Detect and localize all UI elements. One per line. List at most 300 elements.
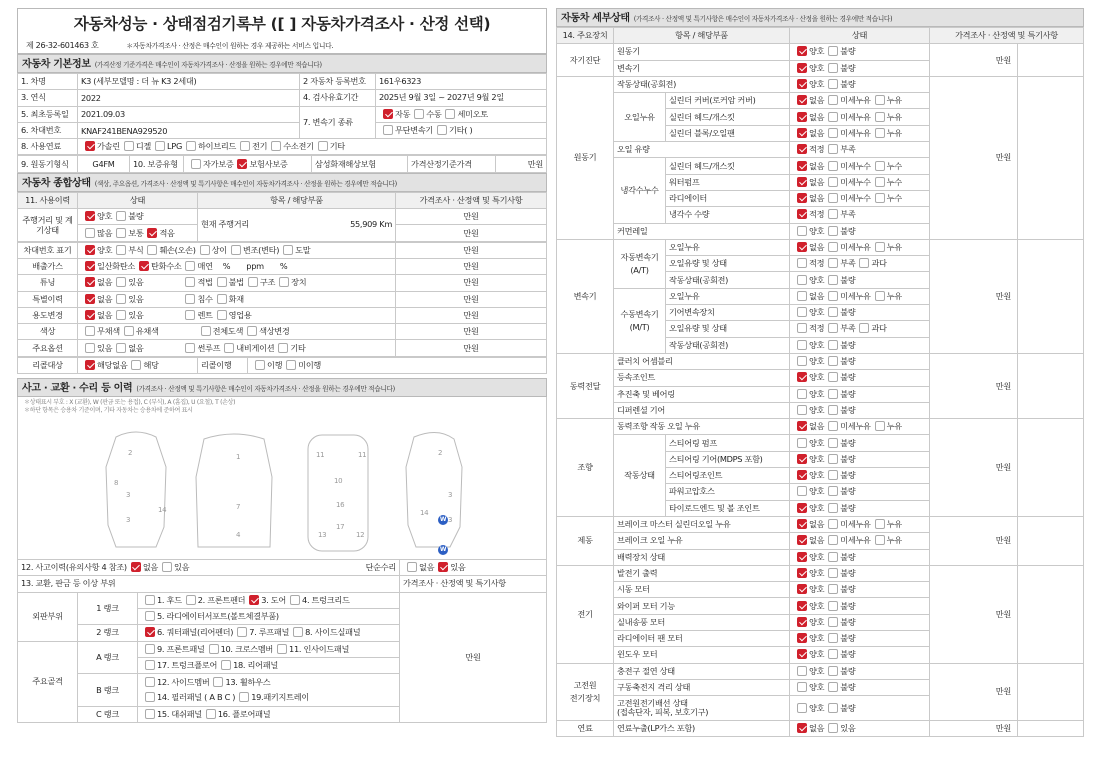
accident-header xyxy=(17,378,547,397)
option-label: 장치 xyxy=(291,277,307,288)
part-radiator-support: 5. 라디에이터서포트(볼트체결부품) xyxy=(157,611,279,622)
part-label: 스티어링 펌프 xyxy=(666,435,790,451)
checkbox[interactable] xyxy=(248,277,258,287)
checkbox[interactable] xyxy=(797,438,807,448)
checkbox[interactable] xyxy=(209,644,219,654)
checkbox[interactable] xyxy=(116,245,126,255)
checkbox[interactable] xyxy=(875,95,885,105)
checkbox[interactable] xyxy=(206,709,216,719)
checkbox[interactable] xyxy=(201,326,211,336)
option-label: 양호 xyxy=(809,567,825,578)
sub-group-label: 수동변속기 (M/T) xyxy=(614,288,666,353)
option-label: 미세누유 xyxy=(840,111,871,122)
checkbox[interactable] xyxy=(828,209,838,219)
option-label: 적정 xyxy=(809,144,825,155)
checkbox[interactable] xyxy=(116,228,126,238)
checkbox-checked[interactable] xyxy=(797,95,807,105)
detail-row xyxy=(557,353,1084,369)
checkbox[interactable] xyxy=(828,372,838,382)
checkbox-checked[interactable] xyxy=(797,63,807,73)
general-row xyxy=(18,340,547,356)
trans-cvt: 무단변속기 xyxy=(395,125,434,136)
checkbox-checked[interactable] xyxy=(797,723,807,733)
checkbox[interactable] xyxy=(875,128,885,138)
checkbox[interactable] xyxy=(828,703,838,713)
fuel-label: 8. 사용연료 xyxy=(18,139,78,155)
sub-group-label: 오일누유 xyxy=(614,93,666,142)
checkbox[interactable] xyxy=(828,454,838,464)
checkbox[interactable] xyxy=(828,177,838,187)
detail-note-cell xyxy=(1018,419,1084,517)
frame-label: 주요골격 xyxy=(18,641,78,723)
checkbox[interactable] xyxy=(145,677,155,687)
checkbox-checked[interactable] xyxy=(797,177,807,187)
checkbox-checked[interactable] xyxy=(249,595,259,605)
checkbox[interactable] xyxy=(828,389,838,399)
checkbox[interactable] xyxy=(828,666,838,676)
detail-price: 만원 xyxy=(930,353,1018,418)
checkbox[interactable] xyxy=(186,141,196,151)
checkbox[interactable] xyxy=(828,682,838,692)
checkbox-checked[interactable] xyxy=(147,228,157,238)
option-label: 불량 xyxy=(840,633,856,644)
checkbox[interactable] xyxy=(875,519,885,529)
checkbox[interactable] xyxy=(828,79,838,89)
mileage-amount xyxy=(78,225,198,241)
general-header xyxy=(17,173,547,192)
recall-not-done: 미이행 xyxy=(298,359,322,370)
checkbox[interactable] xyxy=(828,95,838,105)
detail-price: 만원 xyxy=(930,419,1018,517)
checkbox[interactable] xyxy=(283,245,293,255)
current-mileage-value: 55,909 Km xyxy=(350,219,392,230)
checkbox[interactable] xyxy=(859,258,869,268)
checkbox[interactable] xyxy=(237,627,247,637)
checkbox-checked[interactable] xyxy=(797,112,807,122)
option-label: 양호 xyxy=(809,79,825,90)
part-label: 파워고압호스 xyxy=(666,484,790,500)
rank-a: A 랭크 xyxy=(78,641,138,674)
opt-few: 적음 xyxy=(159,227,175,238)
option-label: 상이 xyxy=(211,244,227,255)
checkbox[interactable] xyxy=(875,193,885,203)
checkbox[interactable] xyxy=(85,326,95,336)
part-wheel-house: 13. 휠하우스 xyxy=(225,677,271,688)
checkbox[interactable] xyxy=(407,562,417,572)
price-cell: 만원 xyxy=(396,209,547,225)
checkbox[interactable] xyxy=(828,46,838,56)
valid-period: 2025년 9월 3일 ~ 2027년 9월 2일 xyxy=(376,90,547,106)
checkbox[interactable] xyxy=(293,627,303,637)
opt-bad: 불량 xyxy=(128,211,144,222)
part-label: 작동상태(공회전) xyxy=(666,272,790,288)
emission-units: % ppm % xyxy=(222,261,288,272)
checkbox-checked[interactable] xyxy=(797,552,807,562)
checkbox[interactable] xyxy=(239,692,249,702)
option-label: 양호 xyxy=(809,372,825,383)
checkbox[interactable] xyxy=(828,503,838,513)
option-label: 무채색 xyxy=(97,326,120,337)
checkbox[interactable] xyxy=(828,242,838,252)
checkbox[interactable] xyxy=(828,438,838,448)
checkbox[interactable] xyxy=(797,323,807,333)
checkbox[interactable] xyxy=(875,421,885,431)
simple-none: 없음 xyxy=(419,562,435,573)
checkbox-checked[interactable] xyxy=(438,562,448,572)
checkbox[interactable] xyxy=(828,519,838,529)
option-label: 누수 xyxy=(886,193,902,204)
option-label: 양호 xyxy=(809,356,825,367)
part-roof: 7. 루프패널 xyxy=(249,627,290,638)
checkbox-checked[interactable] xyxy=(383,109,393,119)
part-label: 실린더 헤드/개스킷 xyxy=(666,158,790,174)
checkbox[interactable] xyxy=(116,294,126,304)
checkbox[interactable] xyxy=(828,356,838,366)
col-items: 항목 / 해당부품 xyxy=(198,192,396,208)
option-label: 양호 xyxy=(809,46,825,57)
checkbox[interactable] xyxy=(828,323,838,333)
option-label: 누수 xyxy=(886,160,902,171)
option-label: 없음 xyxy=(97,293,113,304)
checkbox[interactable] xyxy=(859,323,869,333)
detail-price: 만원 xyxy=(930,44,1018,77)
checkbox[interactable] xyxy=(797,486,807,496)
part-state xyxy=(790,630,930,646)
checkbox[interactable] xyxy=(224,343,234,353)
checkbox[interactable] xyxy=(217,277,227,287)
checkbox[interactable] xyxy=(797,389,807,399)
checkbox[interactable] xyxy=(797,275,807,285)
checkbox[interactable] xyxy=(875,177,885,187)
option-label: 양호 xyxy=(809,665,825,676)
device-label: 연료 xyxy=(557,721,614,737)
option-label: 과다 xyxy=(871,258,887,269)
checkbox[interactable] xyxy=(247,326,257,336)
option-label: 일산화탄소 xyxy=(97,261,136,272)
checkbox[interactable] xyxy=(797,291,807,301)
checkbox[interactable] xyxy=(240,141,250,151)
option-label: 불량 xyxy=(840,486,856,497)
checkbox[interactable] xyxy=(828,193,838,203)
checkbox-checked[interactable] xyxy=(797,470,807,480)
checkbox[interactable] xyxy=(828,307,838,317)
option-label: LPG xyxy=(167,141,182,152)
part-dash: 15. 대쉬패널 xyxy=(157,709,202,720)
checkbox-checked[interactable] xyxy=(85,261,95,271)
checkbox[interactable] xyxy=(191,159,201,169)
checkbox-checked[interactable] xyxy=(797,193,807,203)
checkbox[interactable] xyxy=(797,356,807,366)
checkbox-checked[interactable] xyxy=(797,454,807,464)
option-label: 부족 xyxy=(840,209,856,220)
checkbox-checked[interactable] xyxy=(797,372,807,382)
checkbox[interactable] xyxy=(828,161,838,171)
checkbox[interactable] xyxy=(875,112,885,122)
parts-price-label: 가격조사 · 산정액 및 특기사항 xyxy=(400,576,547,592)
fuel-options xyxy=(78,139,547,155)
checkbox[interactable] xyxy=(797,258,807,268)
svg-text:3: 3 xyxy=(448,491,453,500)
opt-many: 많음 xyxy=(97,227,113,238)
checkbox[interactable] xyxy=(828,128,838,138)
checkbox[interactable] xyxy=(124,141,134,151)
checkbox-checked[interactable] xyxy=(797,503,807,513)
option-label: 적법 xyxy=(197,277,213,288)
checkbox[interactable] xyxy=(797,703,807,713)
checkbox[interactable] xyxy=(200,245,210,255)
checkbox[interactable] xyxy=(828,112,838,122)
option-label: 불량 xyxy=(840,502,856,513)
checkbox-checked[interactable] xyxy=(131,562,141,572)
checkbox[interactable] xyxy=(828,486,838,496)
checkbox-checked[interactable] xyxy=(139,261,149,271)
svg-text:3: 3 xyxy=(448,516,453,525)
recall-done-opts xyxy=(248,357,547,373)
option-label: 화재 xyxy=(228,293,244,304)
checkbox[interactable] xyxy=(875,291,885,301)
checkbox[interactable] xyxy=(828,584,838,594)
checkbox[interactable] xyxy=(437,125,447,135)
option-label: 미세누유 xyxy=(840,242,871,252)
option-label: 누유 xyxy=(886,127,902,138)
reg-number: 161우6323 xyxy=(376,74,547,90)
checkbox[interactable] xyxy=(445,109,455,119)
current-mileage-label: 현재 주행거리 xyxy=(201,219,249,230)
checkbox[interactable] xyxy=(828,568,838,578)
checkbox[interactable] xyxy=(828,470,838,480)
checkbox[interactable] xyxy=(797,666,807,676)
checkbox[interactable] xyxy=(145,611,155,621)
checkbox[interactable] xyxy=(318,141,328,151)
general-table xyxy=(17,192,547,242)
part-package-tray: 19.패키지트레이 xyxy=(251,692,309,703)
checkbox[interactable] xyxy=(828,405,838,415)
checkbox[interactable] xyxy=(279,277,289,287)
checkbox[interactable] xyxy=(145,595,155,605)
checkbox[interactable] xyxy=(124,326,134,336)
option-label: 불량 xyxy=(840,388,856,399)
checkbox[interactable] xyxy=(162,562,172,572)
checkbox[interactable] xyxy=(828,552,838,562)
checkbox[interactable] xyxy=(875,535,885,545)
checkbox[interactable] xyxy=(185,261,195,271)
checkbox[interactable] xyxy=(85,228,95,238)
option-label: 색상변경 xyxy=(259,326,290,337)
checkbox-checked[interactable] xyxy=(85,360,95,370)
rank-b: B 랭크 xyxy=(78,674,138,707)
rank-1: 1 랭크 xyxy=(78,592,138,625)
checkbox[interactable] xyxy=(797,682,807,692)
checkbox[interactable] xyxy=(221,660,231,670)
part-label: 실린더 블록/오일팬 xyxy=(666,125,790,141)
checkbox[interactable] xyxy=(278,343,288,353)
checkbox[interactable] xyxy=(217,310,227,320)
checkbox[interactable] xyxy=(828,421,838,431)
checkbox[interactable] xyxy=(828,617,838,627)
checkbox-checked[interactable] xyxy=(797,161,807,171)
part-side-member: 12. 사이드멤버 xyxy=(157,677,210,688)
col-state: 상태 xyxy=(790,28,930,44)
checkbox-checked[interactable] xyxy=(85,294,95,304)
part-state xyxy=(790,288,930,304)
svg-text:16: 16 xyxy=(336,501,345,510)
checkbox[interactable] xyxy=(116,310,126,320)
checkbox[interactable] xyxy=(185,310,195,320)
part-label: 워터펌프 xyxy=(666,174,790,190)
option-label: 누유 xyxy=(886,421,902,432)
checkbox[interactable] xyxy=(797,340,807,350)
option-label: 불량 xyxy=(840,372,856,383)
option-label: 없음 xyxy=(809,421,825,432)
checkbox[interactable] xyxy=(828,340,838,350)
checkbox-checked[interactable] xyxy=(145,627,155,637)
general-row xyxy=(18,291,547,307)
option-label: 기타 xyxy=(329,141,345,152)
checkbox[interactable] xyxy=(255,360,265,370)
option-label: 미세누수 xyxy=(840,193,871,204)
checkbox-checked[interactable] xyxy=(797,144,807,154)
part-state xyxy=(790,679,930,695)
checkbox-checked[interactable] xyxy=(797,649,807,659)
checkbox-checked[interactable] xyxy=(797,128,807,138)
checkbox[interactable] xyxy=(145,692,155,702)
checkbox[interactable] xyxy=(828,633,838,643)
part-state xyxy=(790,721,930,737)
warranty-label: 10. 보증유형 xyxy=(130,156,184,172)
option-label: 과다 xyxy=(871,323,887,334)
checkbox[interactable] xyxy=(155,141,165,151)
checkbox-checked[interactable] xyxy=(797,519,807,529)
checkbox[interactable] xyxy=(797,405,807,415)
checkbox[interactable] xyxy=(290,595,300,605)
option-label: 없음 xyxy=(809,95,825,106)
checkbox[interactable] xyxy=(828,258,838,268)
checkbox[interactable] xyxy=(116,277,126,287)
part-state xyxy=(790,663,930,679)
checkbox[interactable] xyxy=(828,144,838,154)
detail-row xyxy=(557,76,1084,92)
checkbox-checked[interactable] xyxy=(85,310,95,320)
checkbox-checked[interactable] xyxy=(85,245,95,255)
checkbox-checked[interactable] xyxy=(237,159,247,169)
option-label: 양호 xyxy=(809,404,825,415)
rank-c: C 랭크 xyxy=(78,707,138,723)
checkbox[interactable] xyxy=(875,242,885,252)
checkbox[interactable] xyxy=(797,307,807,317)
checkbox[interactable] xyxy=(828,226,838,236)
checkbox[interactable] xyxy=(383,125,393,135)
price-cell: 만원 xyxy=(396,242,547,258)
checkbox[interactable] xyxy=(185,343,195,353)
option-label: 불량 xyxy=(840,665,856,676)
checkbox[interactable] xyxy=(828,291,838,301)
part-state xyxy=(790,614,930,630)
checkbox-checked[interactable] xyxy=(85,211,95,221)
checkbox[interactable] xyxy=(145,644,155,654)
checkbox[interactable] xyxy=(145,709,155,719)
ranka-row1 xyxy=(138,641,400,657)
checkbox[interactable] xyxy=(217,294,227,304)
checkbox-checked[interactable] xyxy=(797,633,807,643)
checkbox[interactable] xyxy=(286,360,296,370)
part-label: 스티어링조인트 xyxy=(666,468,790,484)
part-front-panel: 9. 프론트패널 xyxy=(157,643,205,654)
checkbox[interactable] xyxy=(131,360,141,370)
checkbox-checked[interactable] xyxy=(797,46,807,56)
checkbox[interactable] xyxy=(213,677,223,687)
option-label: 양호 xyxy=(809,274,825,285)
checkbox[interactable] xyxy=(797,226,807,236)
part-state xyxy=(790,696,930,721)
checkbox[interactable] xyxy=(414,109,424,119)
option-label: 양호 xyxy=(809,453,825,464)
option-label: 없음 xyxy=(809,535,825,546)
option-label: 누유 xyxy=(886,111,902,122)
checkbox[interactable] xyxy=(875,161,885,171)
checkbox[interactable] xyxy=(828,535,838,545)
checkbox-checked[interactable] xyxy=(797,601,807,611)
part-door: 3. 도어 xyxy=(261,594,287,605)
option-label: 양호 xyxy=(809,551,825,562)
checkbox[interactable] xyxy=(185,294,195,304)
checkbox[interactable] xyxy=(828,63,838,73)
checkbox-checked[interactable] xyxy=(797,79,807,89)
checkbox-checked[interactable] xyxy=(797,584,807,594)
checkbox[interactable] xyxy=(828,723,838,733)
part-label: 발전기 출력 xyxy=(614,565,790,581)
option-label: 양호 xyxy=(809,470,825,481)
checkbox[interactable] xyxy=(145,660,155,670)
row-options xyxy=(78,275,396,291)
checkbox-checked[interactable] xyxy=(85,141,95,151)
checkbox[interactable] xyxy=(116,211,126,221)
checkbox[interactable] xyxy=(85,343,95,353)
checkbox-checked[interactable] xyxy=(797,242,807,252)
checkbox[interactable] xyxy=(116,343,126,353)
trans-opts-2 xyxy=(376,122,547,138)
checkbox[interactable] xyxy=(277,644,287,654)
checkbox[interactable] xyxy=(186,595,196,605)
price-cell: 만원 xyxy=(396,258,547,274)
reg-label: 2 자동차 등록번호 xyxy=(300,74,376,90)
legend-basis: ＊하단 항목은 승용차 기준이며, 기타 자동차는 승용차에 준하여 표시 xyxy=(24,407,193,415)
checkbox-checked[interactable] xyxy=(797,209,807,219)
checkbox[interactable] xyxy=(828,601,838,611)
option-label: 불량 xyxy=(840,616,856,627)
checkbox-checked[interactable] xyxy=(797,617,807,627)
checkbox[interactable] xyxy=(271,141,281,151)
motor-type: G4FM xyxy=(78,156,130,172)
row-label: 특별이력 xyxy=(18,291,78,307)
option-label: 미세누유 xyxy=(840,519,871,530)
checkbox-checked[interactable] xyxy=(797,568,807,578)
col-detail-price: 가격조사 · 산정액 및 특기사항 xyxy=(930,28,1084,44)
device-label: 자기진단 xyxy=(557,44,614,77)
detail-note-cell xyxy=(1018,44,1084,77)
checkbox[interactable] xyxy=(828,649,838,659)
checkbox-checked[interactable] xyxy=(85,277,95,287)
checkbox[interactable] xyxy=(231,245,241,255)
option-label: 미세누수 xyxy=(840,160,871,171)
checkbox-checked[interactable] xyxy=(797,535,807,545)
option-label: 양호 xyxy=(809,600,825,611)
checkbox[interactable] xyxy=(185,277,195,287)
checkbox[interactable] xyxy=(147,245,157,255)
checkbox[interactable] xyxy=(828,275,838,285)
checkbox-checked[interactable] xyxy=(797,421,807,431)
part-label: 브레이크 오일 누유 xyxy=(614,533,790,549)
car-name-label: 1. 차명 xyxy=(18,74,78,90)
